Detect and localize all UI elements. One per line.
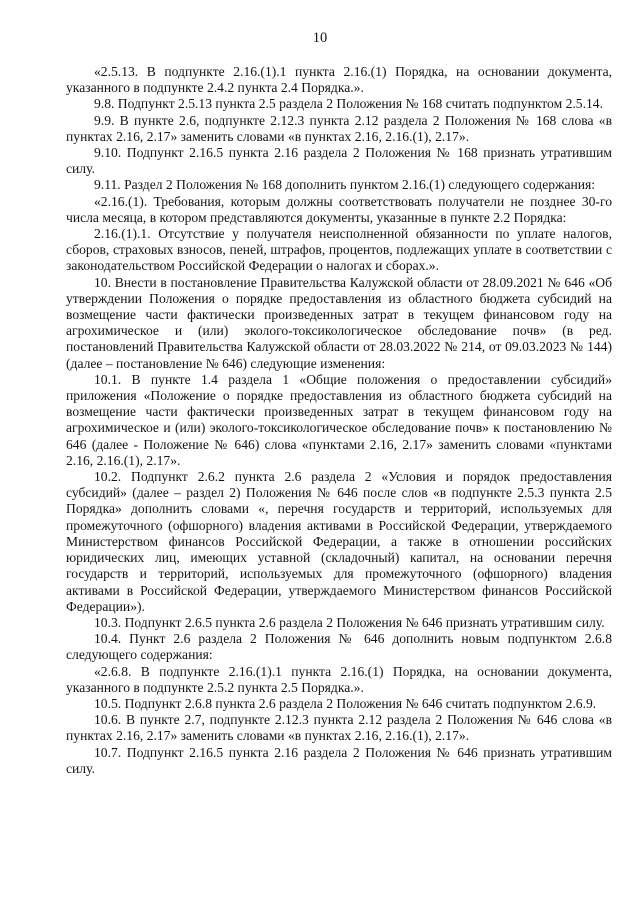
paragraph: 10.2. Подпункт 2.6.2 пункта 2.6 раздела 2 «Условия и порядок предоставления субсидий» (далее – раздел 2) Положения № 646 после слов «в подпункте 2.5.3 пункта 2.5 Порядка» дополнить словами «, перечня государств и территорий, используемых для промежуточного (офшорного) владения активами в Российской Федерации, утверждаемого Министерством финансов Российской Федерации, а также в отношении российских юридических лиц, имеющих уставной (складочный) капитал, на основании перечня государств и территорий, используемых для промежуточного (офшорного) владения активами в Российской Федерации, утверждаемого Министерством финансов Российской Федерации»). <box>66 469 612 614</box>
paragraph: «2.5.13. В подпункте 2.16.(1).1 пункта 2.16.(1) Порядка, на основании документа, указанного в подпункте 2.4.2 пункта 2.4 Порядка.». <box>66 64 612 96</box>
paragraph: 9.10. Подпункт 2.16.5 пункта 2.16 раздела 2 Положения № 168 признать утратившим силу. <box>66 145 612 177</box>
paragraph: 10.1. В пункте 1.4 раздела 1 «Общие положения о предоставлении субсидий» приложения «Положение о порядке предоставления из областного бюджета субсидий на возмещение части фактически произведенных затрат в текущем финансовом году на агрохимическое и (или) эколого-токсикологическое обследование почв» к постановлению № 646 (далее - Положение № 646) слова «пунктами 2.16, 2.17» заменить словами «пунктами 2.16, 2.16.(1), 2.17». <box>66 371 612 468</box>
paragraph: 10. Внести в постановление Правительства Калужской области от 28.09.2021 № 646 «Об утверждении Положения о порядке предоставления из областного бюджета субсидий на возмещение части фактически произведенных затрат в текущем финансовом году на агрохимическое и (или) эколого-токсикологическое обследование почв» (в ред. постановлений Правительства Калужской области от 28.03.2022 № 214, от 09.03.2023 № 144) (далее – постановление № 646) следующие изменения: <box>66 274 612 371</box>
paragraph: 10.7. Подпункт 2.16.5 пункта 2.16 раздела 2 Положения № 646 признать утратившим силу. <box>66 744 612 776</box>
page-number: 10 <box>312 30 328 46</box>
paragraph: 10.6. В пункте 2.7, подпункте 2.12.3 пункта 2.12 раздела 2 Положения № 646 слова «в пунктах 2.16, 2.17» заменить словами «в пунктах 2.16, 2.16.(1), 2.17». <box>66 712 612 744</box>
paragraph: «2.6.8. В подпункте 2.16.(1).1 пункта 2.16.(1) Порядка, на основании документа, указанного в подпункте 2.5.2 пункта 2.5 Порядка.». <box>66 663 612 695</box>
document-body <box>66 64 612 777</box>
paragraph: 9.9. В пункте 2.6, подпункте 2.12.3 пункта 2.12 раздела 2 Положения № 168 слова «в пунктах 2.16, 2.17» заменить словами «в пунктах 2.16, 2.16.(1), 2.17». <box>66 112 612 144</box>
paragraph: «2.16.(1). Требования, которым должны соответствовать получатели не позднее 30-го числа месяца, в котором представляются документы, указанные в пункте 2.2 Порядка: <box>66 193 612 225</box>
paragraph: 9.8. Подпункт 2.5.13 пункта 2.5 раздела 2 Положения № 168 считать подпунктом 2.5.14. <box>94 96 603 112</box>
paragraph: 10.5. Подпункт 2.6.8 пункта 2.6 раздела 2 Положения № 646 считать подпунктом 2.6.9. <box>94 695 597 711</box>
paragraph: 2.16.(1).1. Отсутствие у получателя неисполненной обязанности по уплате налогов, сборов, страховых взносов, пеней, штрафов, процентов, подлежащих уплате в соответствии с законодательством Российской Федерации о налогах и сборах.». <box>66 226 612 274</box>
paragraph: 9.11. Раздел 2 Положения № 168 дополнить пунктом 2.16.(1) следующего содержания: <box>94 177 596 193</box>
paragraph: 10.4. Пункт 2.6 раздела 2 Положения № 646 дополнить новым подпунктом 2.6.8 следующего содержания: <box>66 631 612 663</box>
paragraph: 10.3. Подпункт 2.6.5 пункта 2.6 раздела 2 Положения № 646 признать утратившим силу. <box>94 614 605 630</box>
